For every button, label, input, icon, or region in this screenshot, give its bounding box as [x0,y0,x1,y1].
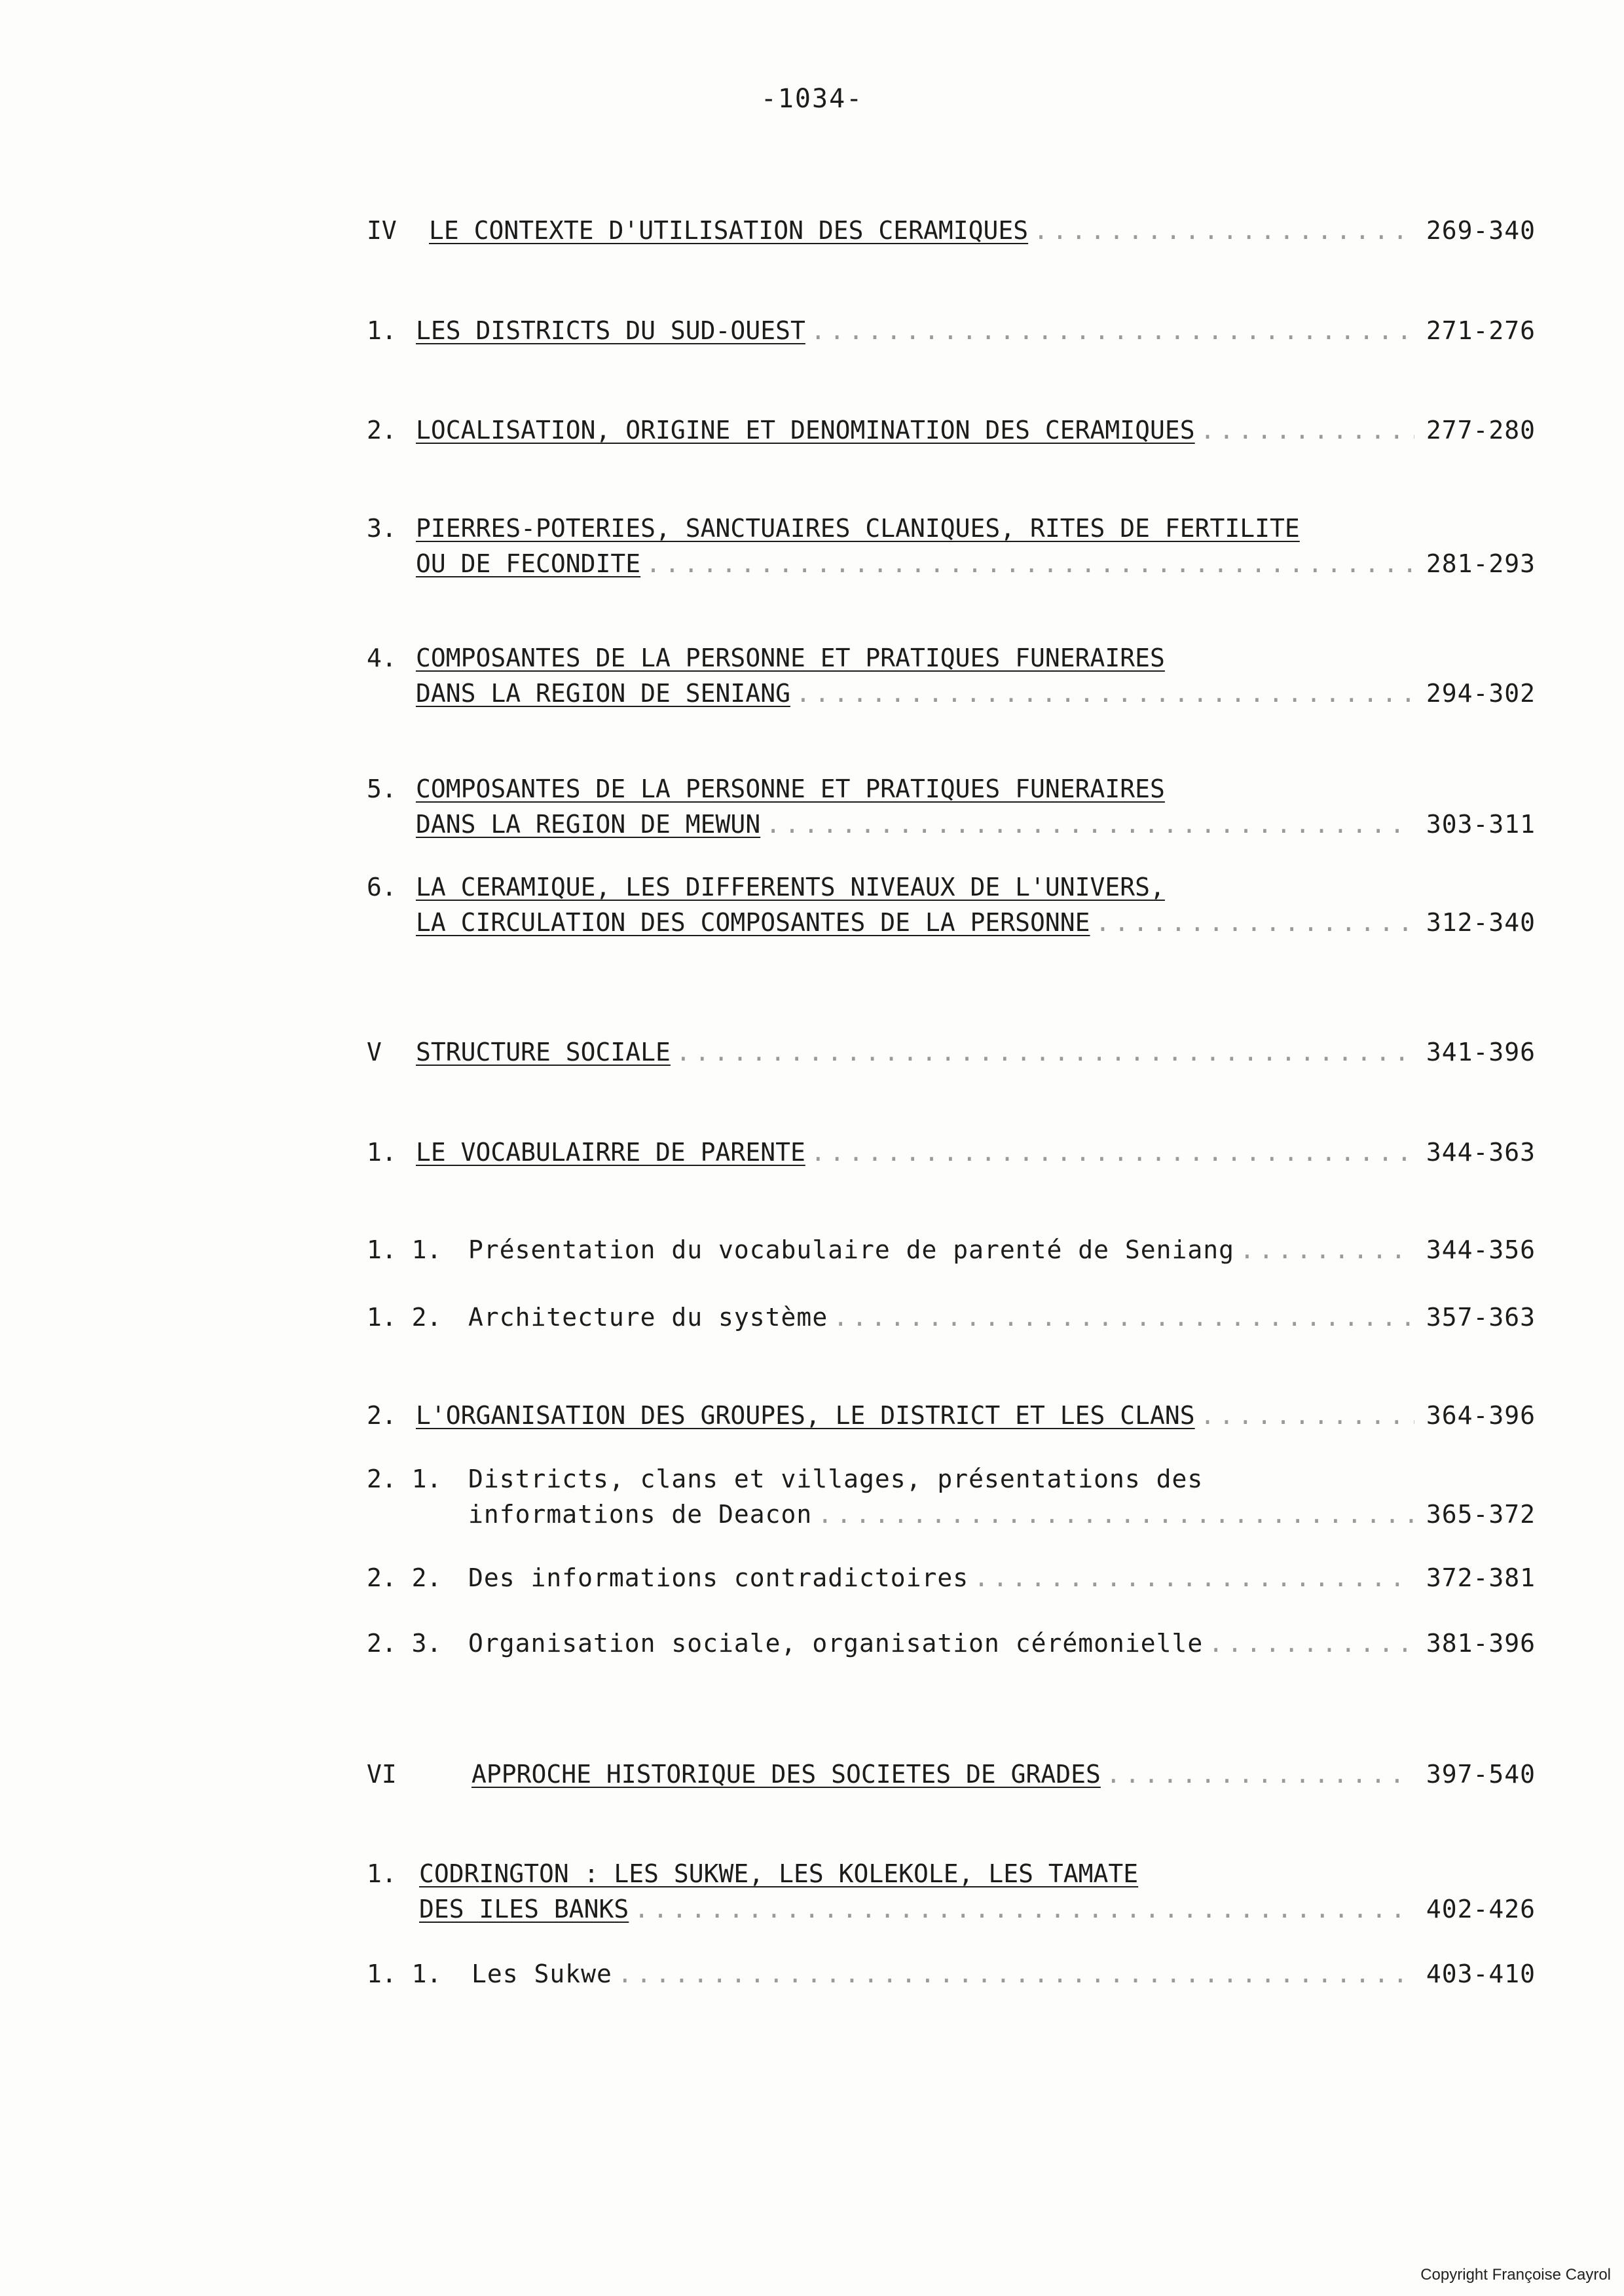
toc-entry-pages: 344-356 [1426,1235,1536,1264]
dot-leader [1200,1398,1414,1433]
toc-entry-number: 3. [367,514,397,543]
toc-entry-number: VI [367,1760,397,1789]
toc-entry-pages: 365-372 [1426,1500,1536,1529]
toc-entry-title: STRUCTURE SOCIALE [416,1038,671,1066]
toc-entry-title: COMPOSANTES DE LA PERSONNE ET PRATIQUES FUNERAIRES [416,644,1165,672]
toc-entry-pages: 381-396 [1426,1629,1536,1658]
toc-entry-title: Présentation du vocabulaire de parenté de Seniang [468,1235,1235,1264]
toc-entry-number: 1. 1. [367,1959,442,1988]
copyright-notice: Copyright Françoise Cayrol [1420,2266,1611,2284]
toc-entry-title: LE VOCABULAIRRE DE PARENTE [416,1138,805,1167]
toc-entry-title: Organisation sociale, organisation cérémonielle [468,1629,1204,1658]
dot-leader [634,1891,1414,1927]
toc-entry-title: DANS LA REGION DE MEWUN [416,810,761,839]
toc-entry-title: LES DISTRICTS DU SUD-OUEST [416,316,805,345]
toc-entry-title: LE CONTEXTE D'UTILISATION DES CERAMIQUES [429,216,1029,245]
dot-leader [796,676,1414,711]
toc-entry-pages: 303-311 [1426,810,1536,839]
toc-entry-number: 1. 2. [367,1303,442,1332]
toc-entry-number: 1. [367,316,397,345]
toc-entry-title: L'ORGANISATION DES GROUPES, LE DISTRICT ET LES CLANS [416,1401,1195,1430]
toc-entry-pages: 269-340 [1426,216,1536,245]
toc-entry-title: PIERRES-POTERIES, SANCTUAIRES CLANIQUES, RITES DE FERTILITE [416,514,1300,543]
toc-entry-pages: 277-280 [1426,416,1536,445]
toc-entry-pages: 281-293 [1426,549,1536,578]
toc-entry-title: COMPOSANTES DE LA PERSONNE ET PRATIQUES FUNERAIRES [416,774,1165,803]
dot-leader [1106,1757,1414,1792]
toc-entry-number: 4. [367,644,397,672]
toc-entry-title: OU DE FECONDITE [416,549,641,578]
toc-entry-number: 2. [367,416,397,445]
toc-entry-title: LA CIRCULATION DES COMPOSANTES DE LA PERSONNE [416,908,1090,937]
toc-entry-number: 1. [367,1138,397,1167]
toc-entry-number: 2. 2. [367,1563,442,1592]
toc-entry-number: 6. [367,873,397,902]
toc-entry-number: IV [367,216,397,245]
page-number: -1034- [760,84,864,114]
toc-entry-pages: 402-426 [1426,1895,1536,1923]
toc-entry-number: 5. [367,774,397,803]
dot-leader [1200,412,1414,448]
toc-entry-pages: 403-410 [1426,1959,1536,1988]
dot-leader [766,807,1414,842]
toc-entry-title: Architecture du système [468,1303,828,1332]
dot-leader [646,546,1414,581]
dot-leader [618,1956,1414,1992]
toc-entry-title: APPROCHE HISTORIQUE DES SOCIETES DE GRADES [471,1760,1101,1789]
toc-entry-pages: 372-381 [1426,1563,1536,1592]
toc-entry-number: 2. 1. [367,1465,442,1493]
toc-entry-pages: 344-363 [1426,1138,1536,1167]
toc-entry-number: 1. 1. [367,1235,442,1264]
dot-leader [811,1135,1414,1170]
toc-entry-title: LOCALISATION, ORIGINE ET DENOMINATION DES CERAMIQUES [416,416,1195,445]
toc-entry-number: 2. [367,1401,397,1430]
toc-entry-pages: 294-302 [1426,679,1536,708]
toc-entry-pages: 271-276 [1426,316,1536,345]
toc-entry-pages: 397-540 [1426,1760,1536,1789]
toc-entry-title: Districts, clans et villages, présentations des [468,1465,1204,1493]
toc-entry-title: DES ILES BANKS [419,1895,629,1923]
toc-entry-title: CODRINGTON : LES SUKWE, LES KOLEKOLE, LES TAMATE [419,1859,1139,1888]
toc-entry-pages: 357-363 [1426,1303,1536,1332]
toc-entry-title: informations de Deacon [468,1500,813,1529]
dot-leader [676,1034,1414,1070]
dot-leader [974,1560,1414,1595]
dot-leader [817,1497,1414,1532]
toc-entry-number: 1. [367,1859,397,1888]
dot-leader [811,313,1414,348]
dot-leader [1208,1626,1414,1661]
toc-entry-title: Des informations contradictoires [468,1563,969,1592]
toc-entry-pages: 341-396 [1426,1038,1536,1066]
dot-leader [1240,1232,1414,1267]
toc-entry-number: V [367,1038,382,1066]
toc-entry-title: DANS LA REGION DE SENIANG [416,679,790,708]
dot-leader [1033,213,1414,248]
toc-entry-title: LA CERAMIQUE, LES DIFFERENTS NIVEAUX DE L'UNIVERS, [416,873,1165,902]
toc-entry-number: 2. 3. [367,1629,442,1658]
toc-entry-pages: 364-396 [1426,1401,1536,1430]
dot-leader [833,1300,1414,1335]
toc-entry-pages: 312-340 [1426,908,1536,937]
toc-entry-title: Les Sukwe [471,1959,612,1988]
dot-leader [1096,905,1414,940]
